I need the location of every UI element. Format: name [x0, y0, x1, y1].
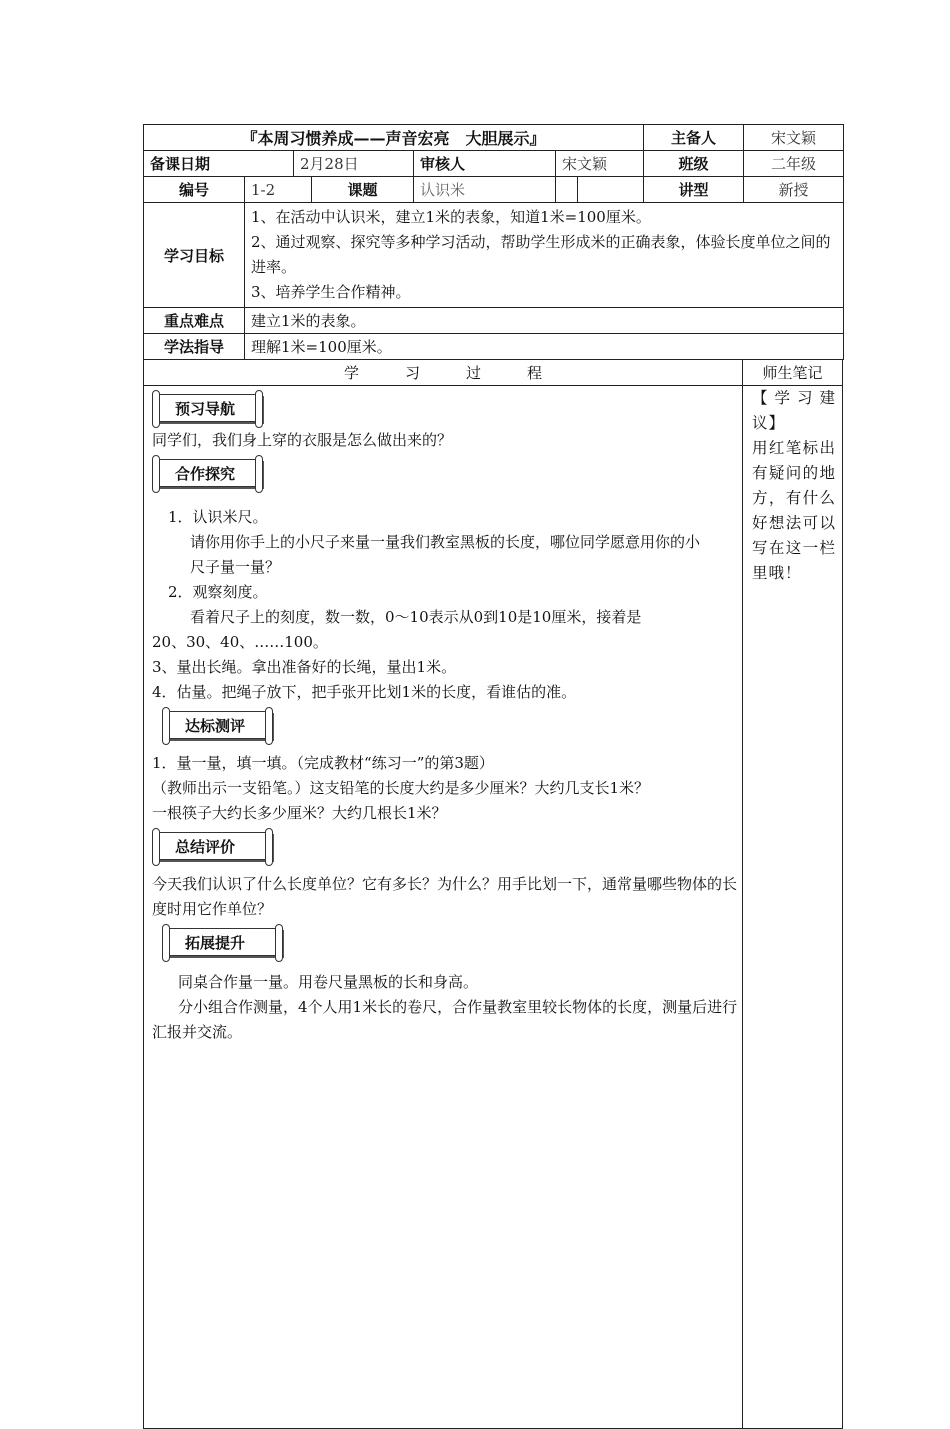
- date-label: 备课日期: [144, 151, 294, 177]
- lead-label: 主备人: [644, 125, 744, 151]
- explore-text: 看着尺子上的刻度，数一数，0～10表示从0到10是10厘米，接着是: [190, 608, 642, 626]
- method-value: 理解1米=100厘米。: [245, 334, 844, 360]
- goal-line: 2、通过观察、探究等多种学习活动，帮助学生形成米的正确表象，体验长度单位之间的进率。: [251, 233, 831, 276]
- learning-process-section: [143, 360, 843, 1429]
- empty-cell: [578, 177, 644, 203]
- scroll-curl-icon: [265, 707, 273, 745]
- header-table: [143, 124, 844, 360]
- banner-label: 预习导航: [156, 394, 262, 422]
- scroll-curl-icon: [162, 924, 170, 962]
- lead-value: 宋文颖: [744, 125, 844, 151]
- reviewer-value: 宋文颖: [556, 151, 644, 177]
- banner-label: 合作探究: [156, 459, 262, 487]
- type-label: 讲型: [644, 177, 744, 203]
- topic-value: 认识米: [414, 177, 556, 203]
- number-value: 1-2: [245, 177, 312, 203]
- summary-text: 今天我们认识了什么长度单位？它有多长？为什么？用手比划一下，通常量哪些物体的长度时用它作单位？: [152, 875, 738, 918]
- class-value: 二年级: [744, 151, 844, 177]
- class-label: 班级: [644, 151, 744, 177]
- process-title: 学习过程: [144, 360, 743, 386]
- notes-line: 用红笔标出有疑问的地方，有什么好想法可以写在这一栏: [752, 439, 836, 557]
- notes-title: 师生笔记: [743, 360, 842, 386]
- test-text: 一根筷子大约长多少厘米？大约几根长1米？: [152, 804, 447, 822]
- column-divider: [742, 360, 743, 1428]
- scroll-curl-icon: [255, 390, 263, 428]
- reviewer-label: 审核人: [414, 151, 556, 177]
- preview-text: 同学们，我们身上穿的衣服是怎么做出来的？: [152, 431, 453, 449]
- goal-line: 1、在活动中认识米，建立1米的表象，知道1米=100厘米。: [251, 208, 651, 226]
- explore-text: 20、30、40、……100。: [152, 633, 328, 651]
- explore-step: 2．观察刻度。: [168, 583, 268, 601]
- notes-line: 议】: [752, 414, 786, 432]
- scroll-curl-icon: [275, 924, 283, 962]
- goals-label: 学习目标: [144, 203, 245, 308]
- lesson-plan-sheet: [143, 124, 843, 1429]
- extend-text: 分小组合作测量，4个人用1米长的卷尺，合作量教室里较长物体的长度，测量后进行汇报并交流。: [152, 998, 738, 1041]
- scroll-curl-icon: [152, 390, 160, 428]
- process-content: [152, 388, 738, 1045]
- explore-step: 1．认识米尺。: [168, 508, 268, 526]
- banner-label: 拓展提升: [166, 928, 282, 956]
- type-value: 新授: [744, 177, 844, 203]
- goals-content: [245, 203, 844, 308]
- number-label: 编号: [144, 177, 245, 203]
- goal-line: 3、培养学生合作精神。: [251, 283, 411, 301]
- key-points-value: 建立1米的表象。: [245, 308, 844, 334]
- method-label: 学法指导: [144, 334, 245, 360]
- explore-step: 3、量出长绳。拿出准备好的长绳，量出1米。: [152, 658, 457, 676]
- scroll-banner-test: [152, 707, 738, 741]
- explore-step: 4．估量。把绳子放下，把手张开比划1米的长度，看谁估的准。: [152, 683, 577, 701]
- banner-label: 总结评价: [156, 832, 272, 860]
- key-points-label: 重点难点: [144, 308, 245, 334]
- notes-column: [752, 386, 836, 586]
- notes-line: 【学习建: [752, 389, 836, 407]
- scroll-curl-icon: [265, 828, 273, 866]
- topic-label: 课题: [312, 177, 414, 203]
- notes-line: 里哦！: [752, 564, 802, 582]
- empty-cell: [556, 177, 578, 203]
- scroll-banner-summary: [152, 828, 738, 862]
- date-value: 2月28日: [294, 151, 414, 177]
- scroll-banner-extend: [152, 924, 738, 958]
- scroll-banner-preview: [152, 390, 738, 424]
- page-title: 『本周习惯养成——声音宏亮 大胆展示』: [144, 125, 644, 151]
- scroll-curl-icon: [162, 707, 170, 745]
- test-text: （教师出示一支铅笔。）这支铅笔的长度大约是多少厘米？大约几支长1米？: [152, 779, 650, 797]
- extend-text: 同桌合作量一量。用卷尺量黑板的长和身高。: [178, 973, 479, 991]
- test-text: 1．量一量，填一填。（完成教材“练习一”的第3题）: [152, 754, 494, 772]
- explore-text: 请你用你手上的小尺子来量一量我们教室黑板的长度，哪位同学愿意用你的小尺子量一量？: [190, 533, 701, 576]
- scroll-curl-icon: [152, 828, 160, 866]
- banner-label: 达标测评: [166, 711, 272, 739]
- scroll-curl-icon: [255, 455, 263, 493]
- scroll-banner-explore: [152, 455, 738, 489]
- scroll-curl-icon: [152, 455, 160, 493]
